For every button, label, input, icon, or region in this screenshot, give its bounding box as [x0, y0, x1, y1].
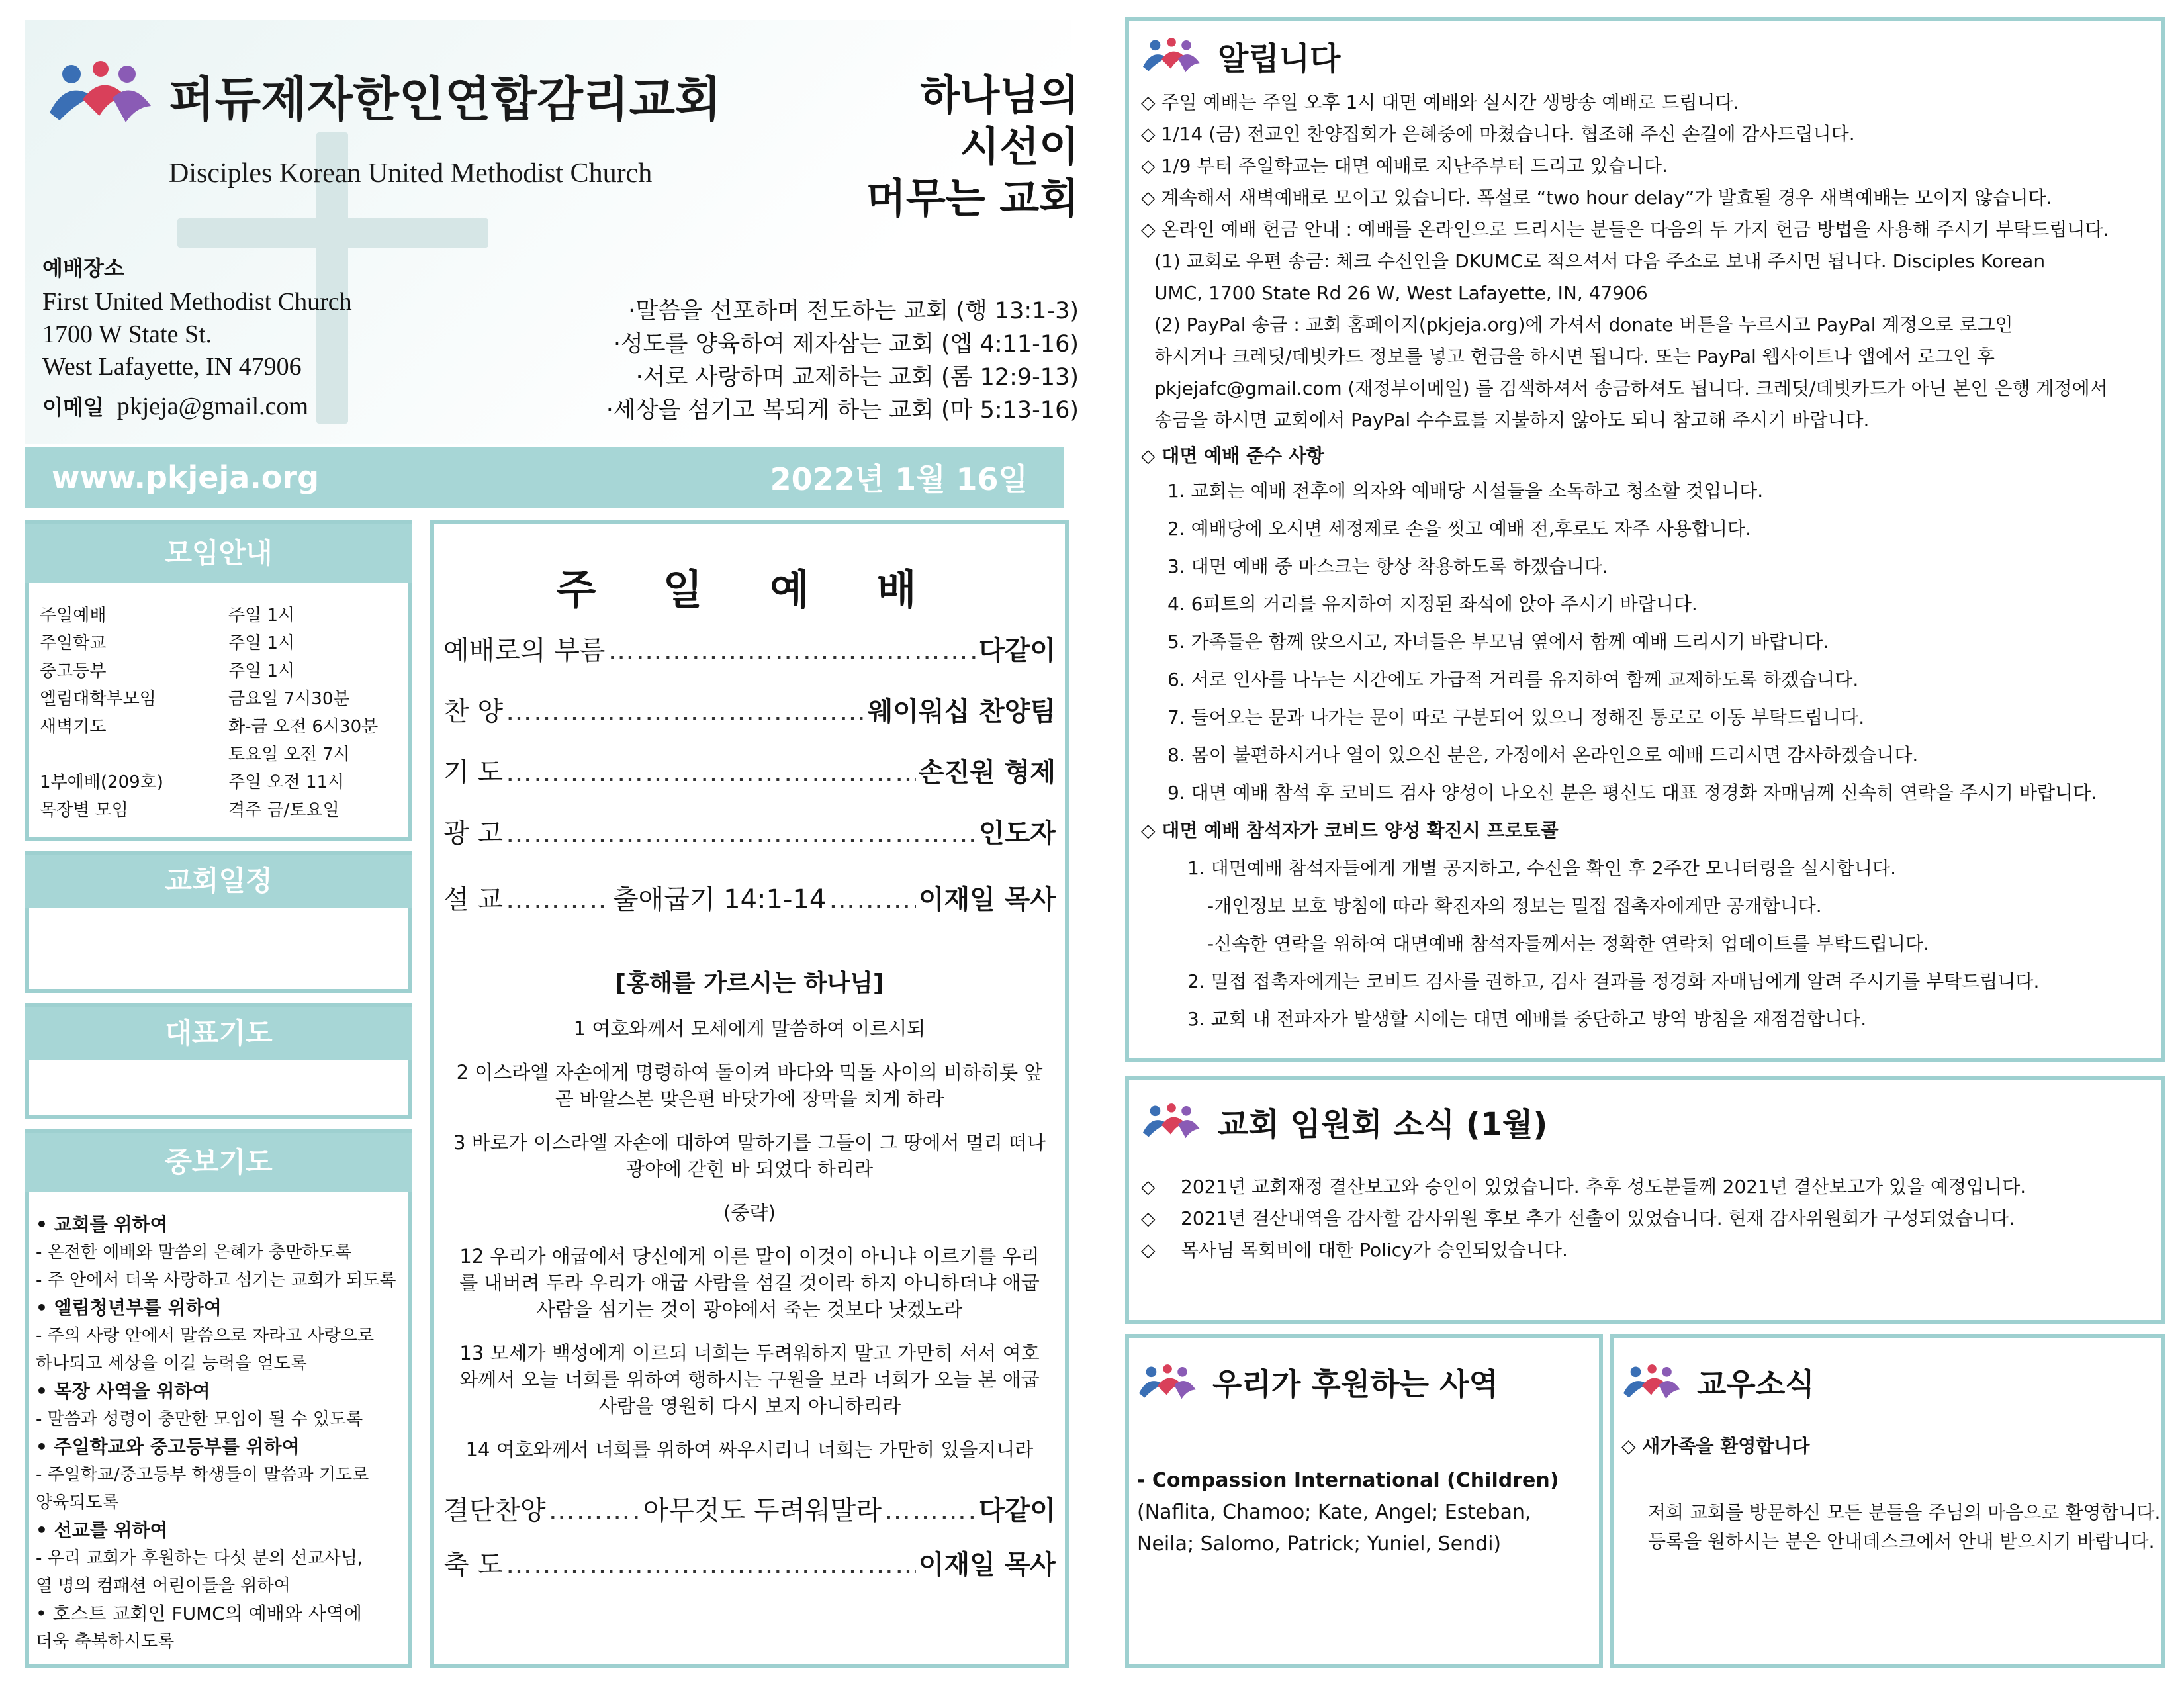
meetings-box — [25, 520, 412, 841]
worship-title: 주 일 예 배 — [556, 565, 943, 614]
announcement-line: (2) PayPal 송금 : 교회 홈페이지(pkjeja.org)에 가셔서 donate 버튼을 누르시고 PayPal 계정으로 로그인 — [1154, 314, 2013, 336]
prayer-head: • 목장 사역을 위하여 — [36, 1380, 210, 1402]
church-name-en: Disciples Korean United Methodist Church — [169, 158, 653, 189]
worship-order — [443, 630, 1056, 945]
members-news-line: 등록을 원하시는 분은 안내데스크에서 안내 받으시기 바랍니다. — [1648, 1530, 2155, 1552]
meeting-row: 주일예배 주일 1시 — [40, 606, 295, 626]
announcements-title: 알립니다 — [1218, 40, 1341, 77]
council-item: ◇ 목사님 목회비에 대한 Policy가 승인되었습니다. — [1141, 1239, 1568, 1261]
meetings-title: 모임안내 — [25, 524, 412, 583]
prayer-line: 열 명의 컴패션 어린이들을 위하여 — [36, 1576, 291, 1596]
address — [42, 286, 352, 383]
members-news-line: 저희 교회를 방문하신 모든 분들을 주님의 마음으로 환영합니다. — [1648, 1501, 2161, 1523]
covid-rule: 1. 교회는 예배 전후에 의자와 예배당 시설들을 소독하고 청소할 것입니다. — [1167, 480, 1764, 502]
mission-support-line: (Naflita, Chamoo; Kate, Angel; Esteban, — [1137, 1501, 1531, 1524]
people-logo-icon — [46, 60, 152, 126]
meetings-table — [29, 583, 408, 824]
meeting-row: 엘림대학부모임 금요일 7시30분 — [40, 689, 350, 709]
prayer-head: • 엘림청년부를 위하여 — [36, 1297, 222, 1319]
members-news-head: ◇ 새가족을 환영합니다 — [1621, 1435, 1810, 1457]
announcement-line: ◇ 계속해서 새벽예배로 모이고 있습니다. 폭설로 “two hour delay”가 발효될 경우 새벽예배는 모이지 않습니다. — [1141, 187, 2052, 209]
intercession-list — [29, 1192, 408, 1656]
website-bar — [25, 447, 1064, 508]
closing-order — [443, 1489, 1056, 1598]
announcements-list — [1141, 87, 2161, 1038]
prayer-line: - 우리 교회가 후원하는 다섯 분의 선교사님, — [36, 1548, 363, 1568]
scripture-verse: (중략) — [723, 1201, 776, 1224]
prayer-line: 더욱 축복하시도록 — [36, 1632, 175, 1652]
prayer-line: - 온전한 예배와 말씀의 은혜가 충만하도록 — [36, 1243, 352, 1262]
order-row: 설 교 …………………………………………………………………………………………………………………………………………………………………… 출애굽기 14:1-14 …………………………………………………………………………………………………………………………………………………………………… 이재일 목사 — [443, 878, 1056, 945]
intercession-box — [25, 1129, 412, 1668]
council-title: 교회 임원회 소식 (1월) — [1218, 1105, 1548, 1143]
order-row: 예배로의 부름 …………………………………………………………………………………………………………………………………………………………………… 다같이 — [443, 630, 1056, 690]
meeting-row: 토요일 오전 7시 — [228, 745, 350, 765]
mission-support-box — [1125, 1334, 1603, 1668]
members-news-header — [1621, 1352, 2161, 1412]
mission-support-title: 우리가 후원하는 사역 — [1212, 1366, 1498, 1402]
schedule-title: 교회일정 — [25, 855, 412, 908]
scripture-verse: 12 우리가 애굽에서 당신에게 이른 말이 이것이 아니냐 이르기를 우리를 내버려 두라 우리가 애굽 사람을 섬길 것이라 하지 아니하더냐 애굽 사람을 섬기는 것이 광야에서 죽는 것보다 낫겠노라 — [459, 1245, 1040, 1321]
slogan — [827, 70, 1079, 224]
rep-prayer-title: 대표기도 — [25, 1007, 412, 1060]
email-label: 이메일 — [42, 395, 104, 420]
prayer-head: • 선교를 위하여 — [36, 1519, 168, 1541]
protocol-list — [1141, 849, 2161, 1038]
announcement-line: pkjejafc@gmail.com (재정부이메일) 를 검색하셔서 송금하셔도 됩니다. 크레딧/데빗카드가 아닌 본인 은행 계정에서 — [1154, 377, 2108, 399]
mission-line: ·성도를 양육하여 제자삼는 교회 (엡 4:11-16) — [613, 331, 1079, 357]
address-line: 1700 W State St. — [42, 320, 212, 348]
covid-rule: 5. 가족들은 함께 앉으시고, 자녀들은 부모님 옆에서 함께 예배 드리시기 바랍니다. — [1167, 631, 1829, 653]
people-logo-icon — [1141, 1103, 1201, 1140]
members-news-title: 교우소식 — [1697, 1366, 1815, 1402]
prayer-head: • 호스트 교회인 FUMC의 예배와 사역에 — [36, 1603, 362, 1624]
email-link[interactable]: pkjeja@gmail.com — [116, 393, 309, 420]
slogan-line: 시선이 — [960, 122, 1079, 171]
covid-rule: 8. 몸이 불편하시거나 열이 있으신 분은, 가정에서 온라인으로 예배 드리시면 감사하겠습니다. — [1167, 744, 1919, 766]
mission-line: ·세상을 섬기고 복되게 하는 교회 (마 5:13-16) — [606, 397, 1079, 424]
mission-support-line: Neila; Salomo, Patrick; Yuniel, Sendi) — [1137, 1532, 1502, 1556]
prayer-line: - 주 안에서 더욱 사랑하고 섬기는 교회가 되도록 — [36, 1270, 396, 1290]
place-label: 예배장소 — [42, 256, 124, 281]
prayer-line: - 주일학교/중고등부 학생들이 말씀과 기도로 — [36, 1465, 369, 1485]
covid-rule: 9. 대면 예배 참석 후 코비드 검사 양성이 나오신 분은 평신도 대표 정경화 자매님께 신속히 연락을 주시기 바랍니다. — [1167, 782, 2097, 804]
covid-rule: 6. 서로 인사를 나누는 시간에도 가급적 거리를 유지하여 함께 교제하도록 하겠습니다. — [1167, 669, 1859, 690]
protocol-line: 1. 대면예배 참석자들에게 개별 공지하고, 수신을 확인 후 2주간 모니터링을 실시합니다. — [1187, 857, 1896, 879]
covid-rules — [1141, 472, 2161, 812]
announcements-header — [1141, 32, 2161, 79]
protocol-line: 3. 교회 내 전파자가 발생할 시에는 대면 예배를 중단하고 방역 방침을 재점검합니다. — [1187, 1008, 1867, 1030]
cross-decoration-bar — [177, 218, 488, 248]
rep-prayer-box — [25, 1003, 412, 1119]
mission-line: ·서로 사랑하며 교제하는 교회 (롬 12:9-13) — [635, 364, 1079, 391]
protocol-head: ◇ 대면 예배 참석자가 코비드 양성 확진시 프로토콜 — [1141, 820, 1559, 841]
scripture — [443, 1015, 1056, 1463]
meeting-row: 중고등부 주일 1시 — [40, 661, 295, 681]
mission-support-head: - Compassion International (Children) — [1137, 1469, 1559, 1492]
order-row: 찬 양 …………………………………………………………………………………………………………………………………………………………………… 웨이워십 찬양팀 — [443, 690, 1056, 751]
scripture-verse: 13 모세가 백성에게 이르되 너희는 두려워하지 말고 가만히 서서 여호와께서 오늘 너희를 위하여 행하시는 구원을 보라 너희가 오늘 본 애굽 사람을 영원히 다시 보지 아니하리라 — [459, 1342, 1040, 1417]
covid-rule: 2. 예배당에 오시면 세정제로 손을 씻고 예배 전,후로도 자주 사용합니다. — [1167, 518, 1751, 539]
intercession-title: 중보기도 — [25, 1133, 412, 1192]
protocol-line: -신속한 연락을 위하여 대면예배 참석자들께서는 정확한 연락처 업데이트를 부탁드립니다. — [1207, 933, 1929, 955]
covid-rules-head: ◇ 대면 예배 준수 사항 — [1141, 445, 1324, 467]
order-row: 결단찬양 …………………………………………………………………………………………………………………………………………………………………… 아무것도 두려워말라 …………………………………………………………………………………………………………………………………………………………………… 다같이 — [443, 1489, 1056, 1544]
announcement-line: UMC, 1700 State Rd 26 W, West Lafayette, IN, 47906 — [1154, 282, 1648, 304]
mission-statements — [549, 295, 1079, 427]
scripture-verse: 3 바로가 이스라엘 자손에 대하여 말하기를 그들이 그 땅에서 멀리 떠나 광야에 갇힌 바 되었다 하리라 — [453, 1131, 1046, 1180]
sermon-title: [홍해를 가르시는 하나님] — [615, 970, 884, 997]
prayer-line: 하나되고 세상을 이길 능력을 얻도록 — [36, 1354, 307, 1374]
prayer-head: • 주일학교와 중고등부를 위하여 — [36, 1436, 300, 1458]
bulletin-date: 2022년 1월 16일 — [770, 461, 1028, 497]
meeting-row: 목장별 모임 격주 금/토요일 — [40, 800, 340, 820]
people-logo-icon — [1141, 37, 1201, 74]
schedule-box — [25, 851, 412, 993]
protocol-line: 2. 밀접 접촉자에게는 코비드 검사를 권하고, 검사 결과를 정경화 자매님에게 알려 주시기를 부탁드립니다. — [1187, 970, 2040, 992]
covid-rule: 4. 6피트의 거리를 유지하여 지정된 좌석에 앉아 주시기 바랍니다. — [1167, 593, 1698, 615]
council-box — [1125, 1076, 2165, 1324]
announcement-line: ◇ 온라인 예배 헌금 안내 : 예배를 온라인으로 드리시는 분들은 다음의 두 가지 헌금 방법을 사용해 주시기 부탁드립니다. — [1141, 218, 2109, 240]
covid-rule: 3. 대면 예배 중 마스크는 항상 착용하도록 하겠습니다. — [1167, 555, 1608, 577]
council-item: ◇ 2021년 결산내역을 감사할 감사위원 후보 추가 선출이 있었습니다. 현재 감사위원회가 구성되었습니다. — [1141, 1207, 2015, 1229]
council-list — [1141, 1171, 2161, 1266]
address-line: First United Methodist Church — [42, 288, 352, 316]
meeting-row: 새벽기도 화-금 오전 6시30분 — [40, 717, 379, 737]
announcements-box — [1125, 17, 2165, 1062]
website-link[interactable]: www.pkjeja.org — [52, 459, 320, 495]
mission-line: ·말씀을 선포하며 전도하는 교회 (행 13:1-3) — [628, 298, 1079, 324]
slogan-line: 하나님의 — [920, 71, 1079, 119]
members-news-box — [1610, 1334, 2165, 1668]
council-header — [1141, 1098, 2161, 1145]
announcement-line: 하시거나 크레딧/데빗카드 정보를 넣고 헌금을 하시면 됩니다. 또는 PayPal 웹사이트나 앱에서 로그인 후 — [1154, 346, 1995, 367]
covid-rule: 7. 들어오는 문과 나가는 문이 따로 구분되어 있으니 정해진 통로로 이동 부탁드립니다. — [1167, 706, 1865, 728]
announcement-line: ◇ 1/9 부터 주일학교는 대면 예배로 지난주부터 드리고 있습니다. — [1141, 155, 1668, 177]
address-line: West Lafayette, IN 47906 — [42, 353, 302, 381]
prayer-line: - 주의 사랑 안에서 말씀으로 자라고 사랑으로 — [36, 1326, 375, 1346]
meeting-row: 주일학교 주일 1시 — [40, 633, 295, 653]
order-row: 광 고 …………………………………………………………………………………………………………………………………………………………………… 인도자 — [443, 812, 1056, 878]
announcement-line: ◇ 주일 예배는 주일 오후 1시 대면 예배와 실시간 생방송 예배로 드립니다. — [1141, 91, 1739, 113]
prayer-head: • 교회를 위하여 — [36, 1213, 168, 1235]
scripture-verse: 2 이스라엘 자손에게 명령하여 돌이켜 바다와 믹돌 사이의 비하히롯 앞 곧 바알스본 맞은편 바닷가에 장막을 치게 하라 — [456, 1061, 1043, 1110]
prayer-line: - 말씀과 성령이 충만한 모임이 될 수 있도록 — [36, 1409, 363, 1429]
announcement-line: 송금을 하시면 교회에서 PayPal 수수료를 지불하지 않아도 되니 참고해 주시기 바랍니다. — [1154, 409, 1870, 431]
church-name-ko: 퍼듀제자한인연합감리교회 — [169, 71, 721, 127]
people-logo-icon — [1137, 1364, 1197, 1401]
council-item: ◇ 2021년 교회재정 결산보고와 승인이 있었습니다. 추후 성도분들께 2021년 결산보고가 있을 예정입니다. — [1141, 1176, 2026, 1197]
people-logo-icon — [1621, 1364, 1681, 1401]
announcement-line: ◇ 1/14 (금) 전교인 찬양집회가 은혜중에 마쳤습니다. 협조해 주신 손길에 감사드립니다. — [1141, 123, 1855, 145]
mission-support-body — [1137, 1465, 1599, 1560]
members-news-body — [1621, 1498, 2161, 1556]
mission-support-header — [1137, 1352, 1599, 1412]
prayer-line: 양육되도록 — [36, 1493, 119, 1513]
email-row — [42, 391, 308, 421]
announcement-line: (1) 교회로 우편 송금: 체크 수신인을 DKUMC로 적으셔서 다음 주소로 보내 주시면 됩니다. Disciples Korean — [1154, 250, 2046, 272]
slogan-line: 머무는 교회 — [866, 174, 1079, 222]
scripture-verse: 14 여호와께서 너희를 위하여 싸우시리니 너희는 가만히 있을지니라 — [465, 1438, 1034, 1461]
protocol-line: -개인정보 보호 방침에 따라 확진자의 정보는 밀접 접촉자에게만 공개합니다. — [1207, 895, 1822, 917]
order-row: 기 도 …………………………………………………………………………………………………………………………………………………………………… 손진원 형제 — [443, 751, 1056, 812]
scripture-verse: 1 여호와께서 모세에게 말씀하여 이르시되 — [573, 1017, 926, 1040]
worship-box — [430, 520, 1069, 1668]
meeting-row: 1부예배(209호) 주일 오전 11시 — [40, 773, 345, 792]
order-row: 축 도 …………………………………………………………………………………………………………………………………………………………………… 이재일 목사 — [443, 1544, 1056, 1598]
